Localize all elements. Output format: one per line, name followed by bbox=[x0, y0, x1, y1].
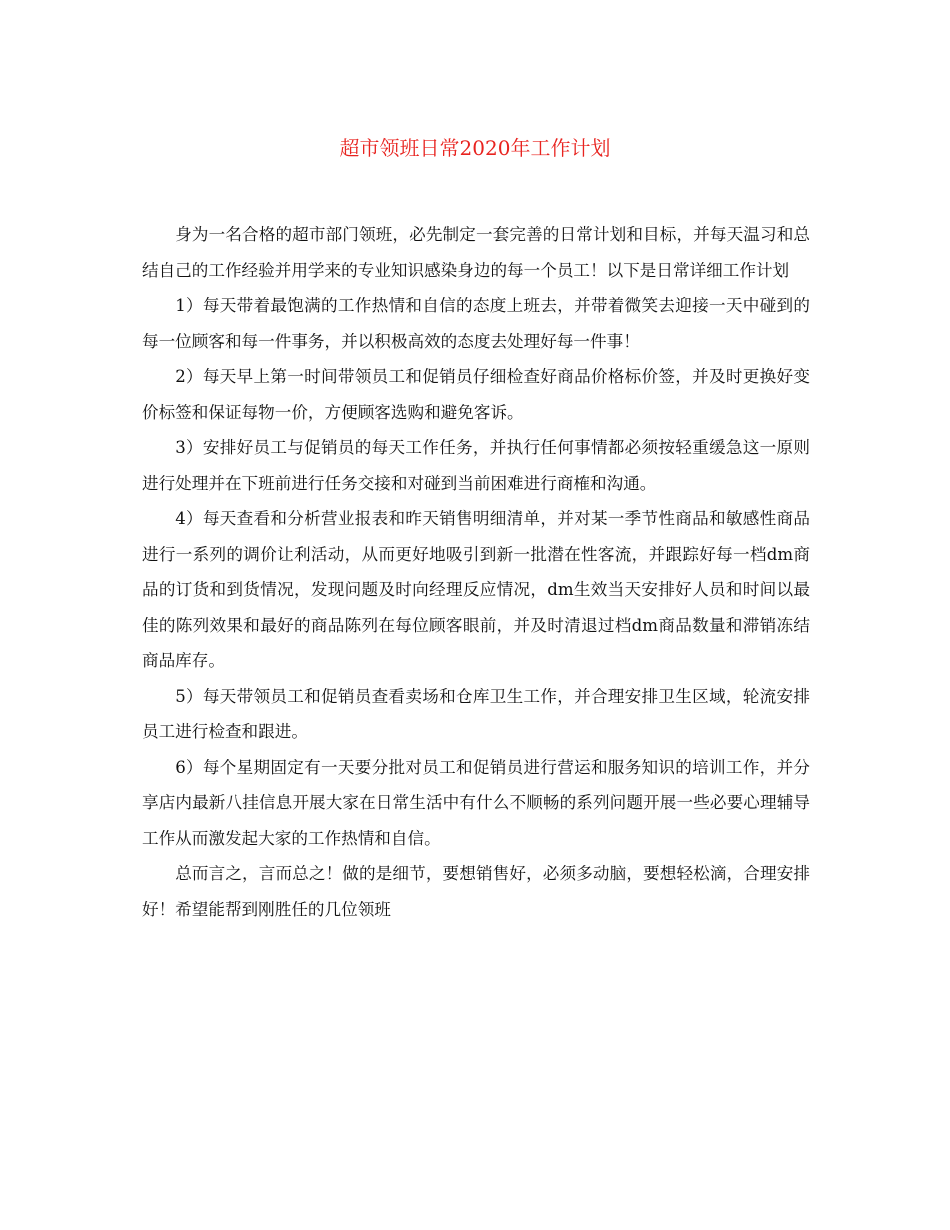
item-1-paragraph: 1）每天带着最饱满的工作热情和自信的态度上班去，并带着微笑去迎接一天中碰到的每一位顾客和每一件事务，并以积极高效的态度去处理好每一件事！ bbox=[142, 296, 810, 351]
item-6-paragraph: 6）每个星期固定有一天要分批对员工和促销员进行营运和服务知识的培训工作，并分享店内最新八挂信息开展大家在日常生活中有什么不顺畅的系列问题开展一些必要心理辅导工作从而激发起大家的工作热情和自信。 bbox=[142, 757, 810, 848]
conclusion-paragraph: 总而言之，言而总之！做的是细节，要想销售好，必须多动脑，要想轻松滴，合理安排好！希望能帮到刚胜任的几位领班 bbox=[142, 864, 810, 919]
document-body bbox=[142, 217, 810, 927]
document-title: 超市领班日常2020年工作计划 bbox=[339, 136, 611, 160]
item-4-paragraph: 4）每天查看和分析营业报表和昨天销售明细清单，并对某一季节性商品和敏感性商品进行一系列的调价让利活动，从而更好地吸引到新一批潜在性客流，并跟踪好每一档dm商品的订货和到货情况，发现问题及时向经理反应情况，dm生效当天安排好人员和时间以最佳的陈列效果和最好的商品陈列在每位顾客眼前，并及时清退过档dm商品数量和滞销冻结商品库存。 bbox=[142, 509, 810, 670]
item-3-paragraph: 3）安排好员工与促销员的每天工作任务，并执行任何事情都必须按轻重缓急这一原则进行处理并在下班前进行任务交接和对碰到当前困难进行商榷和沟通。 bbox=[142, 438, 810, 493]
item-2-paragraph: 2）每天早上第一时间带领员工和促销员仔细检查好商品价格标价签，并及时更换好变价标签和保证每物一价，方便顾客选购和避免客诉。 bbox=[142, 367, 810, 422]
item-5-paragraph: 5）每天带领员工和促销员查看卖场和仓库卫生工作，并合理安排卫生区域，轮流安排员工进行检查和跟进。 bbox=[142, 686, 810, 741]
intro-paragraph: 身为一名合格的超市部门领班，必先制定一套完善的日常计划和目标，并每天温习和总结自己的工作经验并用学来的专业知识感染身边的每一个员工！以下是日常详细工作计划 bbox=[142, 225, 810, 280]
